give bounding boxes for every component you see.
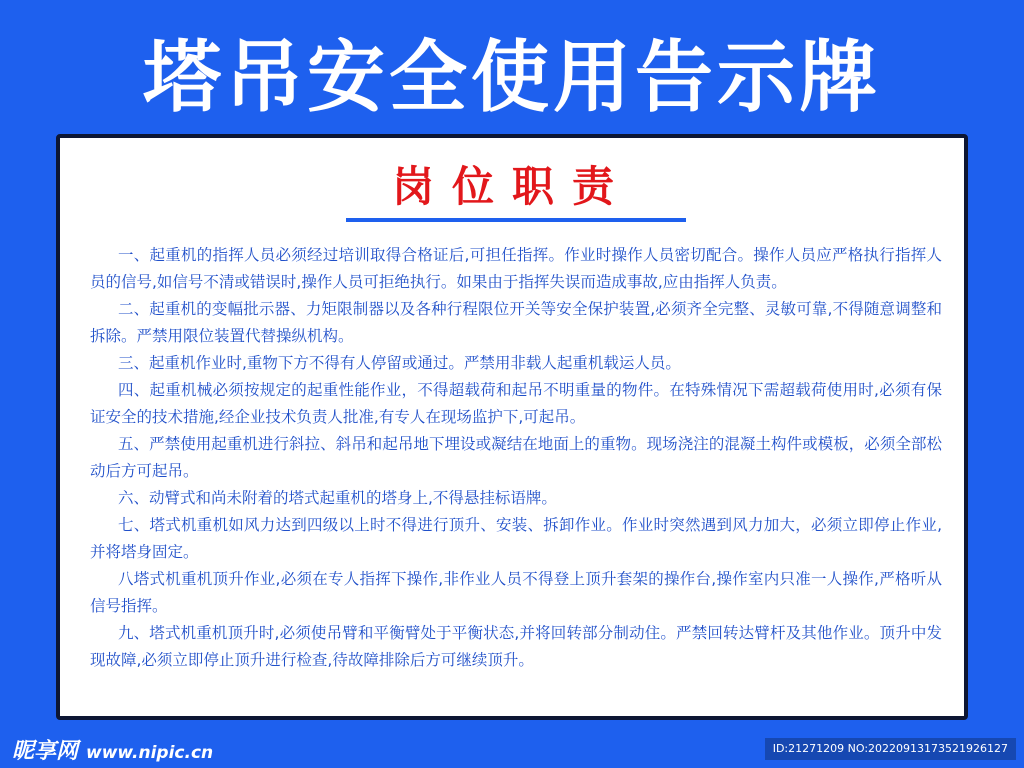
duty-item-5: 五、严禁使用起重机进行斜拉、斜吊和起吊地下埋设或凝结在地面上的重物。现场浇注的混凝土构件或模板，必须全部松动后方可起吊。: [90, 435, 942, 480]
watermark-logo-text: 昵享网: [12, 739, 79, 764]
sign-title: 塔吊安全使用告示牌: [142, 33, 881, 123]
content-panel: [56, 134, 968, 720]
heading-underline: [346, 218, 686, 222]
duty-item-3: 三、起重机作业时,重物下方不得有人停留或通过。严禁用非载人起重机载运人员。: [118, 354, 681, 372]
duty-item-2: 二、起重机的变幅批示器、力矩限制器以及各种行程限位开关等安全保护装置,必须齐全完整、灵敏可靠,不得随意调整和拆除。严禁用限位装置代替操纵机构。: [90, 300, 942, 345]
duty-item-7: 七、塔式机重机如风力达到四级以上时不得进行顶升、安装、拆卸作业。作业时突然遇到风力加大，必须立即停止作业,并将塔身固定。: [90, 516, 942, 561]
duty-item-6: 六、动臂式和尚未附着的塔式起重机的塔身上,不得悬挂标语牌。: [118, 489, 557, 507]
duty-item-1: 一、起重机的指挥人员必须经过培训取得合格证后,可担任指挥。作业时操作人员密切配合。操作人员应严格执行指挥人员的信号,如信号不清或错误时,操作人员可拒绝执行。如果由于指挥失误而造成事故,应由指挥人负责。: [90, 246, 942, 291]
duty-item-4: 四、起重机械必须按规定的起重性能作业，不得超载荷和起吊不明重量的物件。在特殊情况下需超载荷使用时,必须有保证安全的技术措施,经企业技术负责人批准,有专人在现场监护下,可起吊。: [90, 381, 942, 426]
duty-item-9: 九、塔式机重机顶升时,必须使吊臂和平衡臂处于平衡状态,并将回转部分制动住。严禁回转达臂杆及其他作业。顶升中发现故障,必须立即停止顶升进行检查,待故障排除后方可继续顶升。: [90, 624, 942, 669]
watermark-site-url: www.nipic.cn: [86, 743, 214, 763]
panel-heading: 岗位职责: [391, 162, 632, 211]
image-id-label: ID:21271209 NO:20220913173521926127: [765, 738, 1016, 760]
duty-item-8: 八塔式机重机顶升作业,必须在专人指挥下操作,非作业人员不得登上顶升套架的操作台,操作室内只准一人操作,严格听从信号指挥。: [90, 570, 942, 615]
watermark-logo: [12, 734, 213, 764]
duty-list: [90, 242, 942, 674]
